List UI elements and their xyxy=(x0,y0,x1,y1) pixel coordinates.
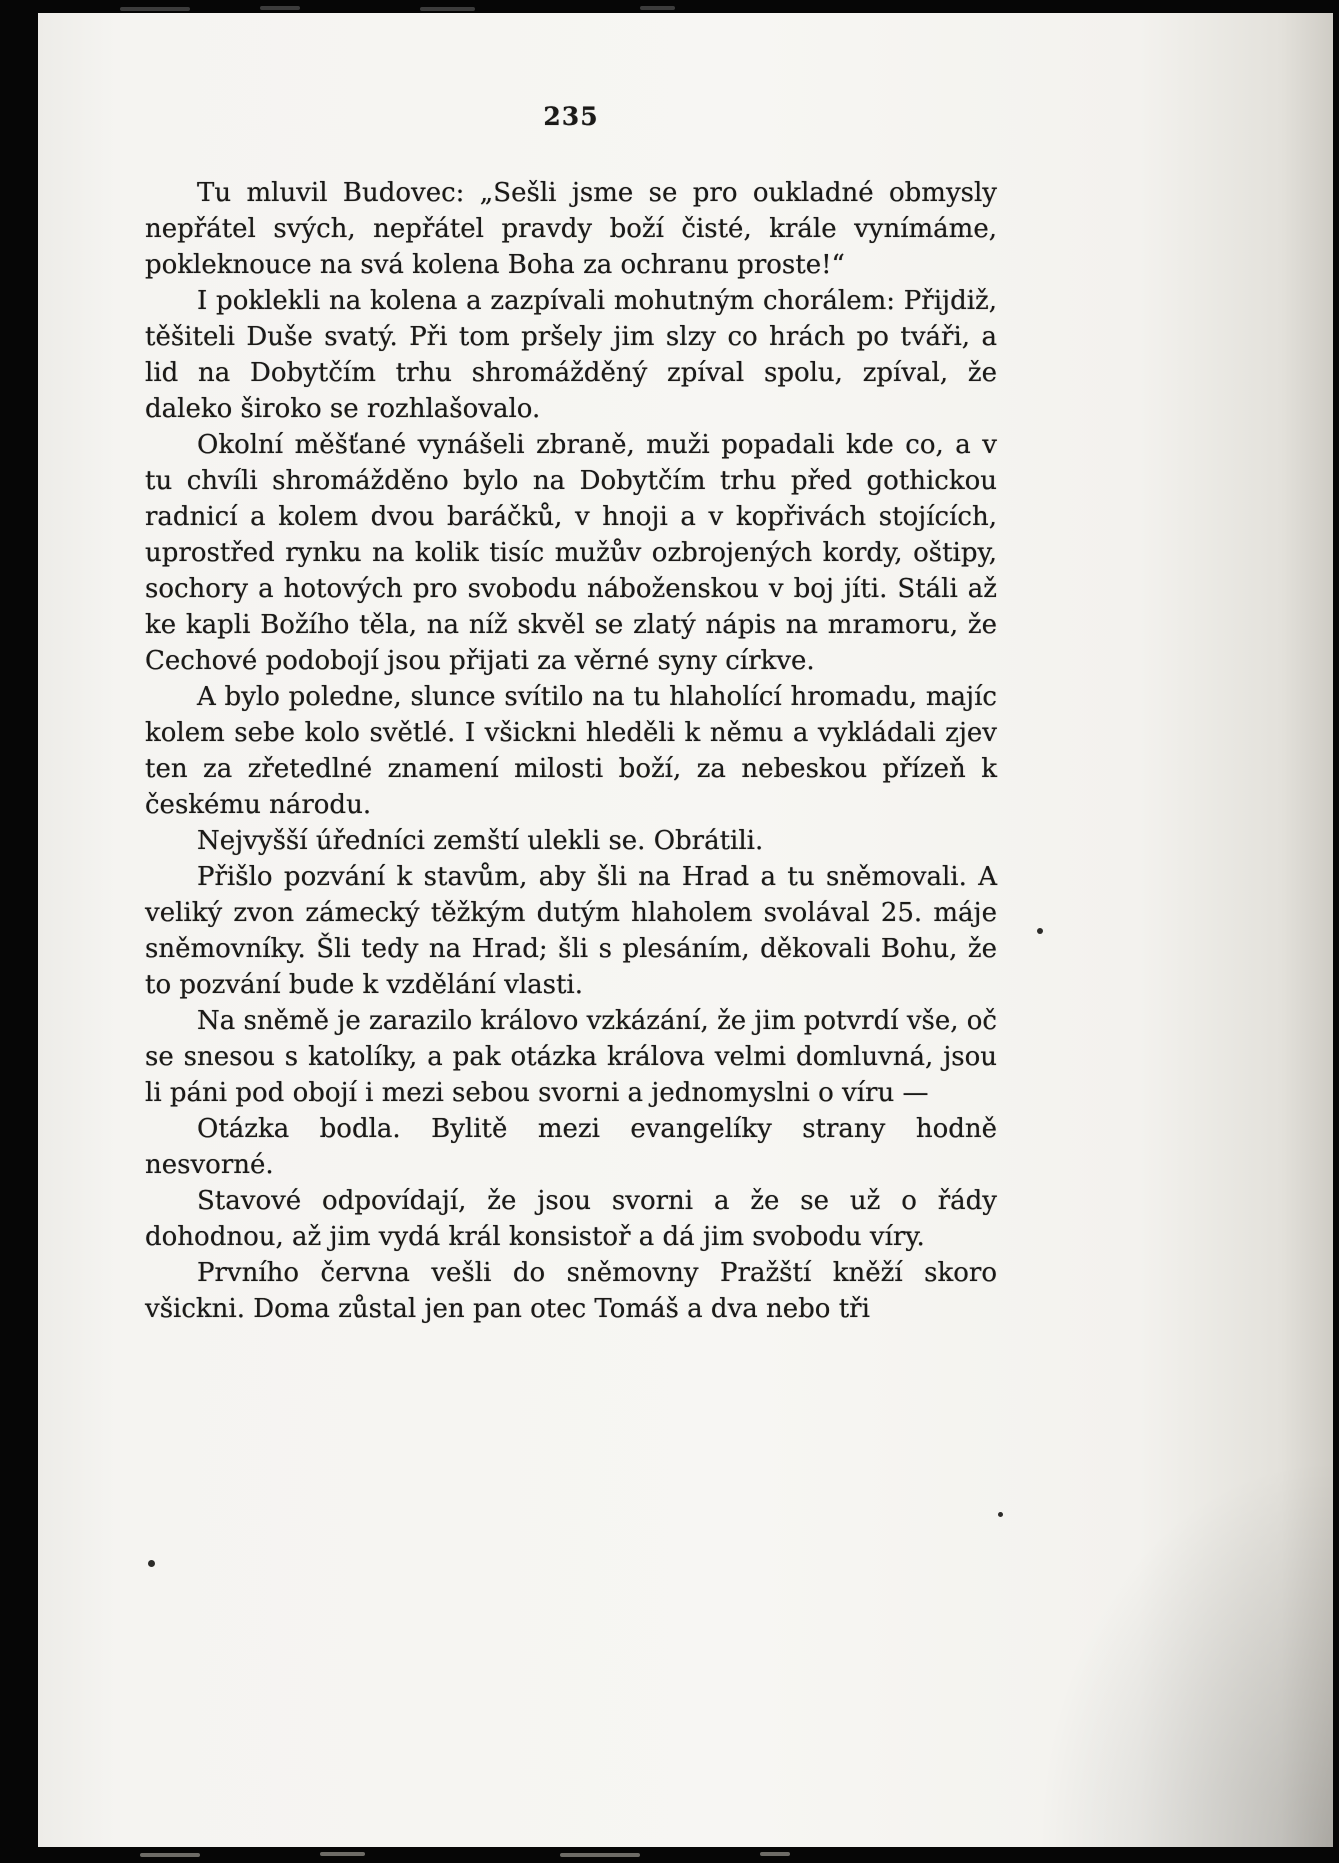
paragraph: I poklekli na kolena a zazpívali mohutným chorálem: Přijdiž, těšiteli Duše svatý. Při tom pršely jim slzy co hrách po tváři, a lid na Dobytčím trhu shromážděný zpíval spolu, zpíval, že daleko široko se rozhlašovalo. xyxy=(145,286,997,424)
scan-artifact xyxy=(260,6,300,10)
paragraph: A bylo poledne, slunce svítilo na tu hlaholící hromadu, majíc kolem sebe kolo světlé. I všickni hleděli k němu a vykládali zjev ten za zřetedlné znamení milosti boží, za nebeskou přízeň k českému národu. xyxy=(145,682,997,820)
paragraph: Nejvyšší úředníci zemští ulekli se. Obrátili. xyxy=(197,826,764,856)
text-block xyxy=(145,99,997,1327)
paragraph: Okolní měšťané vynášeli zbraně, muži popadali kde co, a v tu chvíli shromážděno bylo na Dobytčím trhu před gothickou radnicí a kolem dvou baráčků, v hnoji a v kopřivách stojících, uprostřed rynku na kolik tisíc mužův ozbrojených kordy, oštipy, sochory a hotových pro svobodu náboženskou v boj jíti. Stáli až ke kapli Božího těla, na níž skvěl se zlatý nápis na mramoru, že Cechové podobojí jsou přijati za věrné syny církve. xyxy=(145,430,997,676)
scan-artifact xyxy=(1037,928,1043,934)
scan-artifact xyxy=(320,1852,365,1856)
paragraph: Tu mluvil Budovec: „Sešli jsme se pro oukladné obmysly nepřátel svých, nepřátel pravdy boží čisté, krále vynímáme, pokleknouce na svá kolena Boha za ochranu proste!“ xyxy=(145,178,997,280)
paragraph: Prvního června vešli do sněmovny Pražští kněží skoro všickni. Doma zůstal jen pan otec Tomáš a dva nebo tři xyxy=(145,1258,997,1324)
paragraph: Stavové odpovídají, že jsou svorni a že se už o řády dohodnou, až jim vydá král konsistoř a dá jim svobodu víry. xyxy=(145,1186,997,1252)
scan-artifact xyxy=(760,1852,790,1856)
paragraph: Na sněmě je zarazilo královo vzkázání, že jim potvrdí vše, oč se snesou s katolíky, a pak otázka králova velmi domluvná, jsou li páni pod obojí i mezi sebou svorni a jednomyslni o víru — xyxy=(145,1006,997,1108)
scan-artifact xyxy=(560,1853,640,1857)
paragraph: Přišlo pozvání k stavům, aby šli na Hrad a tu sněmovali. A veliký zvon zámecký těžkým dutým hlaholem svolával 25. máje sněmovníky. Šli tedy na Hrad; šli s plesáním, děkovali Bohu, že to pozvání bude k vzdělání vlasti. xyxy=(145,862,997,1000)
scan-artifact xyxy=(140,1853,200,1857)
scan-artifact xyxy=(120,7,190,11)
scan-artifact xyxy=(640,6,675,10)
scan-artifact xyxy=(420,7,475,11)
scan-artifact xyxy=(148,1560,155,1567)
paragraph: Otázka bodla. Bylitě mezi evangelíky strany hodně nesvorné. xyxy=(145,1114,997,1180)
paper xyxy=(38,13,1333,1847)
scan-artifact xyxy=(998,1512,1003,1517)
page-number: 235 xyxy=(543,102,599,131)
